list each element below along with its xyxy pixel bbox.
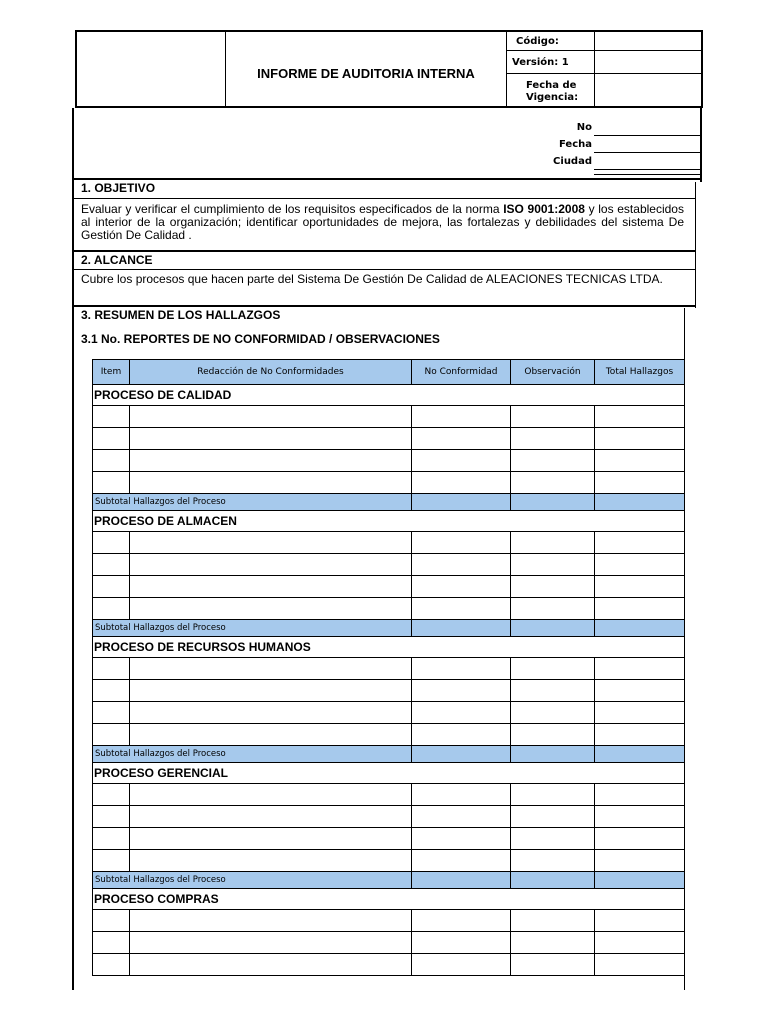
total-hallazgos-cell[interactable] bbox=[595, 554, 685, 576]
no-conformidad-cell[interactable] bbox=[412, 598, 511, 620]
col-header-observacion: Observación bbox=[511, 360, 595, 385]
redaccion-cell[interactable] bbox=[130, 724, 412, 746]
objetivo-heading: 1. OBJETIVO bbox=[81, 181, 156, 195]
total-hallazgos-cell[interactable] bbox=[595, 406, 685, 428]
item-cell[interactable] bbox=[93, 806, 130, 828]
process-header-row bbox=[93, 637, 685, 658]
process-header-row bbox=[93, 889, 685, 910]
total-hallazgos-cell[interactable] bbox=[595, 450, 685, 472]
no-conformidad-cell[interactable] bbox=[412, 954, 511, 976]
redaccion-cell[interactable] bbox=[130, 850, 412, 872]
item-cell[interactable] bbox=[93, 406, 130, 428]
observacion-cell[interactable] bbox=[511, 532, 595, 554]
fecha-vigencia-value[interactable] bbox=[596, 75, 700, 105]
total-hallazgos-cell[interactable] bbox=[595, 576, 685, 598]
redaccion-cell[interactable] bbox=[130, 828, 412, 850]
subtotal-total[interactable] bbox=[595, 494, 685, 511]
table-row bbox=[93, 554, 685, 576]
table-row bbox=[93, 954, 685, 976]
subtotal-no-conformidad[interactable] bbox=[412, 746, 511, 763]
item-cell[interactable] bbox=[93, 784, 130, 806]
observacion-cell[interactable] bbox=[511, 598, 595, 620]
redaccion-cell[interactable] bbox=[130, 598, 412, 620]
redaccion-cell[interactable] bbox=[130, 910, 412, 932]
total-hallazgos-cell[interactable] bbox=[595, 658, 685, 680]
item-cell[interactable] bbox=[93, 428, 130, 450]
total-hallazgos-cell[interactable] bbox=[595, 932, 685, 954]
no-conformidad-cell[interactable] bbox=[412, 724, 511, 746]
col-header-item: Item bbox=[93, 360, 130, 385]
item-cell[interactable] bbox=[93, 658, 130, 680]
item-cell[interactable] bbox=[93, 850, 130, 872]
redaccion-cell[interactable] bbox=[130, 680, 412, 702]
observacion-cell[interactable] bbox=[511, 450, 595, 472]
subtotal-row bbox=[93, 620, 685, 637]
table-row bbox=[93, 658, 685, 680]
total-hallazgos-cell[interactable] bbox=[595, 532, 685, 554]
subtotal-row bbox=[93, 746, 685, 763]
total-hallazgos-cell[interactable] bbox=[595, 784, 685, 806]
no-conformidad-cell[interactable] bbox=[412, 532, 511, 554]
observacion-cell[interactable] bbox=[511, 576, 595, 598]
process-name: PROCESO COMPRAS bbox=[93, 889, 685, 910]
observacion-cell[interactable] bbox=[511, 806, 595, 828]
no-conformidad-cell[interactable] bbox=[412, 702, 511, 724]
redaccion-cell[interactable] bbox=[130, 472, 412, 494]
subtotal-observacion[interactable] bbox=[511, 746, 595, 763]
table-row bbox=[93, 598, 685, 620]
no-conformidad-cell[interactable] bbox=[412, 828, 511, 850]
table-row bbox=[93, 828, 685, 850]
no-label: No bbox=[576, 122, 592, 133]
total-hallazgos-cell[interactable] bbox=[595, 954, 685, 976]
codigo-value[interactable] bbox=[596, 32, 700, 49]
no-conformidad-cell[interactable] bbox=[412, 576, 511, 598]
subtotal-observacion[interactable] bbox=[511, 872, 595, 889]
redaccion-cell[interactable] bbox=[130, 932, 412, 954]
item-cell[interactable] bbox=[93, 910, 130, 932]
reportes-heading: 3.1 No. REPORTES DE NO CONFORMIDAD / OBSERVACIONES bbox=[81, 332, 440, 346]
fecha-field[interactable] bbox=[594, 152, 702, 153]
process-name: PROCESO DE ALMACEN bbox=[93, 511, 685, 532]
fecha-vigencia-label bbox=[526, 80, 578, 104]
subtotal-total[interactable] bbox=[595, 746, 685, 763]
item-cell[interactable] bbox=[93, 828, 130, 850]
fecha-vigencia-label-line1: Fecha de bbox=[526, 80, 577, 91]
redaccion-cell[interactable] bbox=[130, 658, 412, 680]
document-title: INFORME DE AUDITORIA INTERNA bbox=[257, 65, 475, 81]
redaccion-cell[interactable] bbox=[130, 532, 412, 554]
no-conformidad-cell[interactable] bbox=[412, 806, 511, 828]
no-conformidad-cell[interactable] bbox=[412, 910, 511, 932]
section-right-border bbox=[695, 182, 696, 308]
item-cell[interactable] bbox=[93, 450, 130, 472]
no-conformidad-cell[interactable] bbox=[412, 680, 511, 702]
no-conformidad-cell[interactable] bbox=[412, 850, 511, 872]
table-row bbox=[93, 680, 685, 702]
redaccion-cell[interactable] bbox=[130, 554, 412, 576]
findings-table bbox=[92, 359, 685, 976]
item-cell[interactable] bbox=[93, 680, 130, 702]
objetivo-text-post: y los establecidos al interior de la organización; identificar oportunidades de mejora, las fortalezas y debilidades del sistema De Gestión De Calidad . bbox=[81, 202, 684, 242]
redaccion-cell[interactable] bbox=[130, 576, 412, 598]
table-row bbox=[93, 576, 685, 598]
col-header-redaccion: Redacción de No Conformidades bbox=[130, 360, 412, 385]
process-name: PROCESO GERENCIAL bbox=[93, 763, 685, 784]
table-row bbox=[93, 932, 685, 954]
no-conformidad-cell[interactable] bbox=[412, 472, 511, 494]
no-conformidad-cell[interactable] bbox=[412, 428, 511, 450]
alcance-text: Cubre los procesos que hacen parte del Sistema De Gestión De Calidad de ALEACIONES TECNICAS LTDA. bbox=[81, 272, 663, 286]
frame-right-border bbox=[700, 108, 702, 182]
item-cell[interactable] bbox=[93, 724, 130, 746]
table-row bbox=[93, 450, 685, 472]
subtotal-label: Subtotal Hallazgos del Proceso bbox=[93, 746, 412, 763]
total-hallazgos-cell[interactable] bbox=[595, 680, 685, 702]
table-row bbox=[93, 806, 685, 828]
ciudad-field[interactable] bbox=[594, 169, 702, 170]
item-cell[interactable] bbox=[93, 554, 130, 576]
table-row bbox=[93, 910, 685, 932]
observacion-cell[interactable] bbox=[511, 784, 595, 806]
observacion-cell[interactable] bbox=[511, 472, 595, 494]
observacion-cell[interactable] bbox=[511, 680, 595, 702]
total-hallazgos-cell[interactable] bbox=[595, 472, 685, 494]
col-header-no-conformidad: No Conformidad bbox=[412, 360, 511, 385]
no-conformidad-cell[interactable] bbox=[412, 450, 511, 472]
observacion-cell[interactable] bbox=[511, 954, 595, 976]
item-cell[interactable] bbox=[93, 954, 130, 976]
objetivo-standard: ISO 9001:2008 bbox=[503, 202, 585, 216]
table-row bbox=[93, 406, 685, 428]
col-header-total-hallazgos: Total Hallazgos bbox=[595, 360, 685, 385]
total-hallazgos-cell[interactable] bbox=[595, 910, 685, 932]
subtotal-label: Subtotal Hallazgos del Proceso bbox=[93, 872, 412, 889]
no-conformidad-cell[interactable] bbox=[412, 932, 511, 954]
item-cell[interactable] bbox=[93, 932, 130, 954]
process-header-row bbox=[93, 511, 685, 532]
total-hallazgos-cell[interactable] bbox=[595, 806, 685, 828]
redaccion-cell[interactable] bbox=[130, 806, 412, 828]
no-conformidad-cell[interactable] bbox=[412, 406, 511, 428]
table-row bbox=[93, 724, 685, 746]
observacion-cell[interactable] bbox=[511, 932, 595, 954]
no-conformidad-cell[interactable] bbox=[412, 554, 511, 576]
no-conformidad-cell[interactable] bbox=[412, 784, 511, 806]
redaccion-cell[interactable] bbox=[130, 450, 412, 472]
process-header-row bbox=[93, 385, 685, 406]
redaccion-cell[interactable] bbox=[130, 406, 412, 428]
total-hallazgos-cell[interactable] bbox=[595, 702, 685, 724]
redaccion-cell[interactable] bbox=[130, 954, 412, 976]
table-row bbox=[93, 702, 685, 724]
item-cell[interactable] bbox=[93, 576, 130, 598]
subtotal-row bbox=[93, 872, 685, 889]
table-row bbox=[93, 784, 685, 806]
table-row bbox=[93, 428, 685, 450]
subtotal-label: Subtotal Hallazgos del Proceso bbox=[93, 620, 412, 637]
no-field[interactable] bbox=[594, 135, 702, 136]
total-hallazgos-cell[interactable] bbox=[595, 828, 685, 850]
version-label: Versión: 1 bbox=[512, 57, 569, 68]
item-cell[interactable] bbox=[93, 598, 130, 620]
subtotal-total[interactable] bbox=[595, 620, 685, 637]
objetivo-text bbox=[81, 203, 684, 242]
table-header-row bbox=[93, 360, 685, 385]
observacion-cell[interactable] bbox=[511, 406, 595, 428]
no-conformidad-cell[interactable] bbox=[412, 658, 511, 680]
total-hallazgos-cell[interactable] bbox=[595, 428, 685, 450]
total-hallazgos-cell[interactable] bbox=[595, 724, 685, 746]
subtotal-no-conformidad[interactable] bbox=[412, 620, 511, 637]
item-cell[interactable] bbox=[93, 532, 130, 554]
fecha-vigencia-label-line2: Vigencia: bbox=[526, 92, 579, 103]
total-hallazgos-cell[interactable] bbox=[595, 598, 685, 620]
subtotal-observacion[interactable] bbox=[511, 494, 595, 511]
objetivo-text-pre: Evaluar y verificar el cumplimiento de los requisitos especificados de la norma bbox=[81, 202, 504, 216]
table-row bbox=[93, 532, 685, 554]
observacion-cell[interactable] bbox=[511, 850, 595, 872]
total-hallazgos-cell[interactable] bbox=[595, 850, 685, 872]
codigo-label: Código: bbox=[516, 36, 559, 47]
subtotal-row bbox=[93, 494, 685, 511]
observacion-cell[interactable] bbox=[511, 554, 595, 576]
observacion-cell[interactable] bbox=[511, 428, 595, 450]
ciudad-label: Ciudad bbox=[553, 156, 592, 167]
observacion-cell[interactable] bbox=[511, 828, 595, 850]
frame-left-border bbox=[72, 108, 74, 990]
redaccion-cell[interactable] bbox=[130, 428, 412, 450]
fecha-label: Fecha bbox=[558, 139, 592, 150]
item-cell[interactable] bbox=[93, 702, 130, 724]
redaccion-cell[interactable] bbox=[130, 784, 412, 806]
process-name: PROCESO DE RECURSOS HUMANOS bbox=[93, 637, 685, 658]
subtotal-total[interactable] bbox=[595, 872, 685, 889]
observacion-cell[interactable] bbox=[511, 702, 595, 724]
observacion-cell[interactable] bbox=[511, 658, 595, 680]
redaccion-cell[interactable] bbox=[130, 702, 412, 724]
process-name: PROCESO DE CALIDAD bbox=[93, 385, 685, 406]
observacion-cell[interactable] bbox=[511, 910, 595, 932]
subtotal-no-conformidad[interactable] bbox=[412, 872, 511, 889]
subtotal-observacion[interactable] bbox=[511, 620, 595, 637]
subtotal-label: Subtotal Hallazgos del Proceso bbox=[93, 494, 412, 511]
table-row bbox=[93, 850, 685, 872]
alcance-heading: 2. ALCANCE bbox=[81, 253, 153, 267]
process-header-row bbox=[93, 763, 685, 784]
observacion-cell[interactable] bbox=[511, 724, 595, 746]
table-row bbox=[93, 472, 685, 494]
subtotal-no-conformidad[interactable] bbox=[412, 494, 511, 511]
item-cell[interactable] bbox=[93, 472, 130, 494]
resumen-heading: 3. RESUMEN DE LOS HALLAZGOS bbox=[81, 308, 281, 322]
version-value[interactable] bbox=[596, 52, 700, 72]
